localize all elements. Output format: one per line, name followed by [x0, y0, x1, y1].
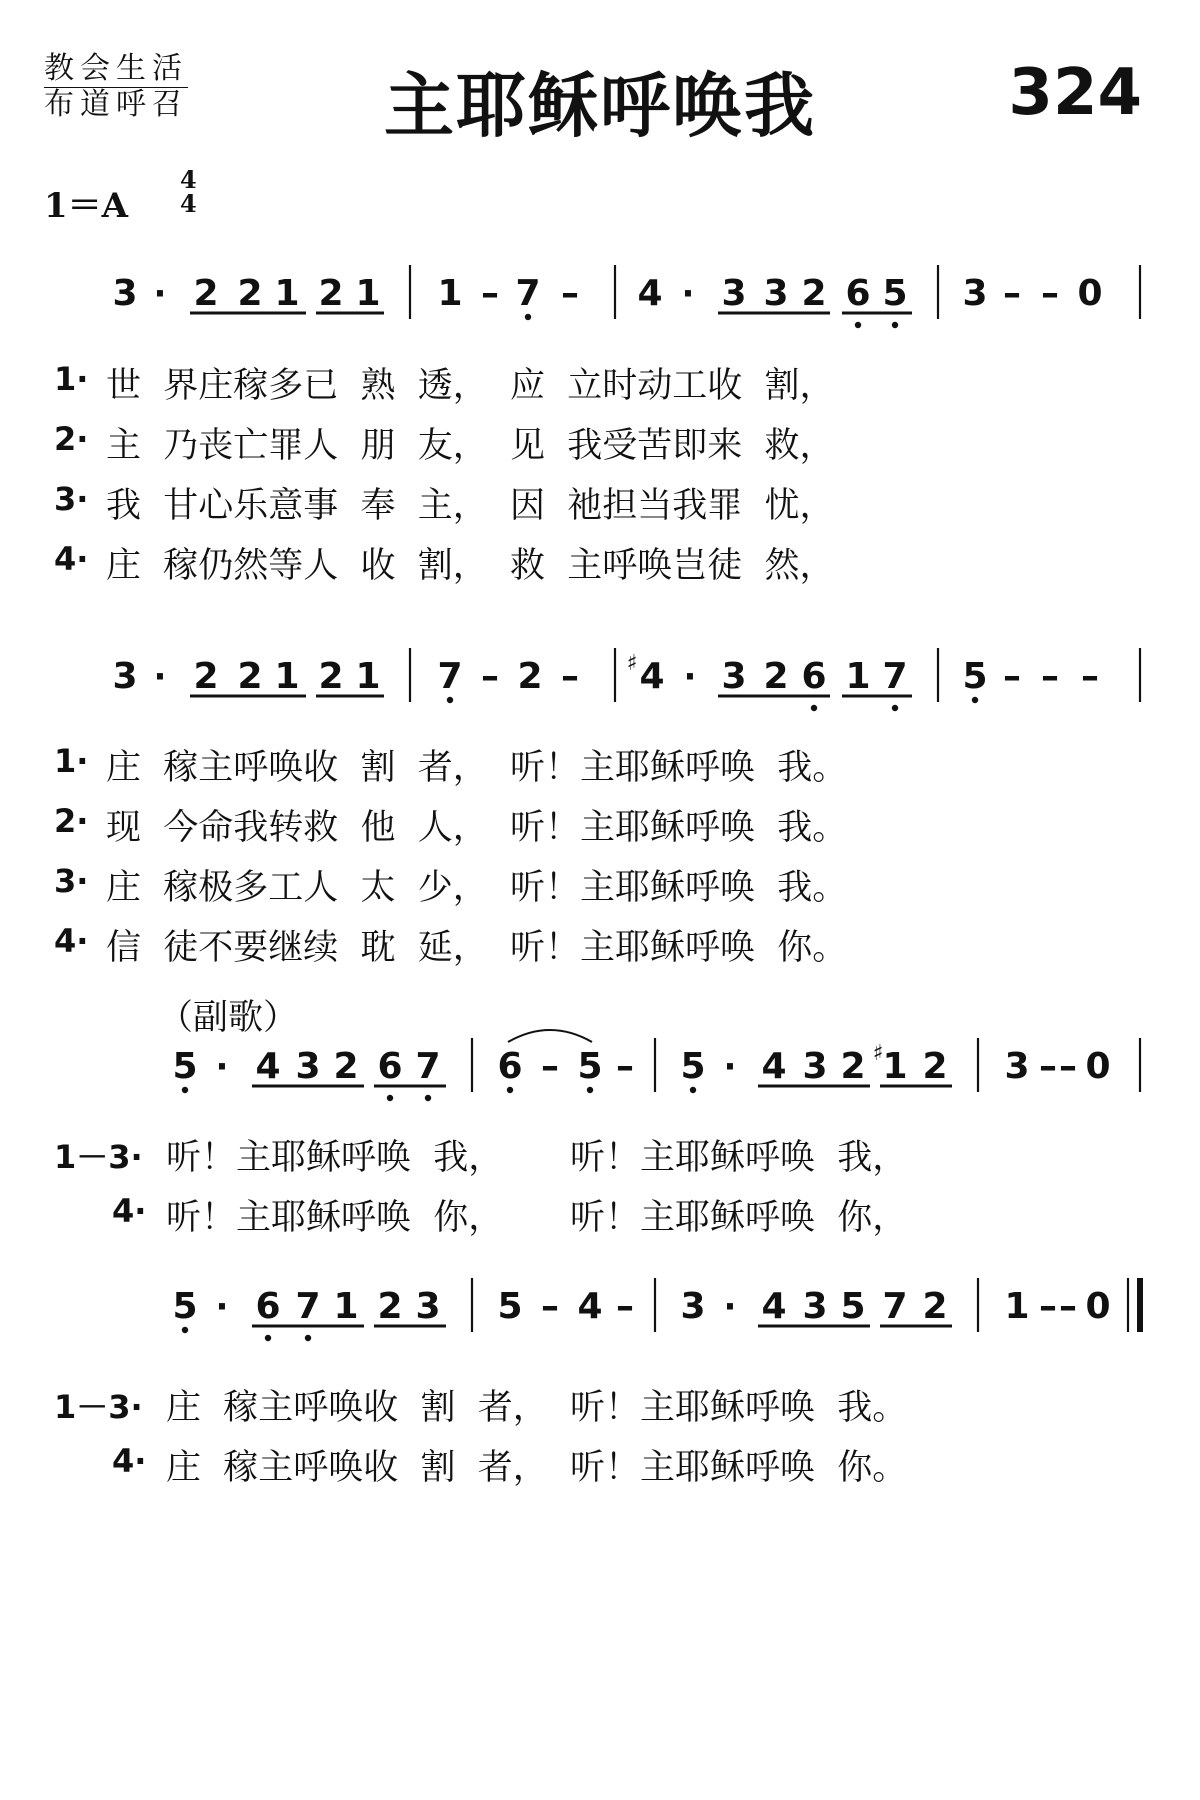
lyric-line: 庄 稼主呼唤收 割 者， 听！主耶稣呼唤 你。 — [166, 1448, 908, 1488]
low-octave-dot-1-19 — [972, 697, 978, 703]
note-0-10: – — [561, 273, 579, 314]
note-2-9: 5 — [577, 1046, 603, 1087]
note-1-5: 2 — [318, 656, 344, 697]
low-octave-dot-1-16 — [811, 705, 817, 711]
lyric-line: 听！主耶稣呼唤 我， 听！主耶稣呼唤 我， — [166, 1138, 908, 1178]
note-2-19: 3 — [1004, 1046, 1030, 1087]
note-2-6: 7 — [415, 1046, 441, 1087]
low-octave-dot-2-6 — [425, 1095, 431, 1101]
lyric-line: 我 甘心乐意事 奉 主， 因 祂担当我罪 忧， — [106, 486, 835, 526]
verse-number: 1－3· — [54, 1388, 143, 1426]
note-3-13: 4 — [761, 1286, 787, 1327]
low-octave-dot-3-2 — [265, 1335, 271, 1341]
note-3-9: 4 — [577, 1286, 603, 1327]
note-1-11: ♯ — [626, 651, 638, 676]
note-0-16: 6 — [845, 273, 871, 314]
note-3-3: 7 — [295, 1286, 321, 1327]
note-0-17: 5 — [882, 273, 908, 314]
verse-number: 3· — [54, 862, 89, 900]
note-0-11: 4 — [637, 273, 663, 314]
note-2-4: 2 — [333, 1046, 359, 1087]
note-2-10: – — [616, 1046, 634, 1087]
note-3-10: – — [616, 1286, 634, 1327]
note-0-6: 1 — [355, 273, 381, 314]
note-2-8: – — [541, 1046, 559, 1087]
category-line-1: 教会生活 — [44, 51, 188, 86]
note-1-18: 7 — [882, 656, 908, 697]
verse-number: 2· — [54, 420, 89, 458]
low-octave-dot-2-5 — [387, 1095, 393, 1101]
note-0-8: – — [481, 273, 499, 314]
note-1-21: – — [1041, 656, 1059, 697]
note-3-19: – — [1039, 1286, 1057, 1327]
note-2-15: 2 — [840, 1046, 866, 1087]
low-octave-dot-1-7 — [447, 697, 453, 703]
note-3-15: 5 — [840, 1286, 866, 1327]
lyric-line: 庄 稼仍然等人 收 割， 救 主呼唤岂徒 然， — [106, 546, 835, 586]
verse-number: 4· — [112, 1442, 147, 1480]
verse-number: 4· — [54, 922, 89, 960]
note-3-0: 5 — [172, 1286, 198, 1327]
note-1-14: 3 — [721, 656, 747, 697]
note-1-16: 6 — [801, 656, 827, 697]
note-3-8: – — [541, 1286, 559, 1327]
low-octave-dot-0-17 — [892, 322, 898, 328]
hymn-number: 324 — [1008, 56, 1142, 130]
note-1-15: 2 — [763, 656, 789, 697]
key-signature: 1＝A — [44, 186, 129, 226]
lyric-line: 庄 稼主呼唤收 割 者， 听！主耶稣呼唤 我。 — [166, 1388, 908, 1428]
note-1-8: – — [481, 656, 499, 697]
note-0-1: · — [153, 274, 167, 314]
note-0-2: 2 — [193, 273, 219, 314]
note-1-12: 4 — [639, 656, 665, 697]
note-0-18: 3 — [962, 273, 988, 314]
note-0-15: 2 — [801, 273, 827, 314]
note-3-16: 7 — [882, 1286, 908, 1327]
note-1-0: 3 — [112, 656, 138, 697]
note-3-18: 1 — [1004, 1286, 1030, 1327]
note-0-12: · — [681, 274, 695, 314]
note-2-16: ♯ — [872, 1041, 884, 1066]
note-1-19: 5 — [962, 656, 988, 697]
lyric-line: 世 界庄稼多已 熟 透， 应 立时动工收 割， — [106, 366, 835, 406]
note-1-3: 2 — [237, 656, 263, 697]
low-octave-dot-0-16 — [855, 322, 861, 328]
note-2-21: – — [1059, 1046, 1077, 1087]
note-1-10: – — [561, 656, 579, 697]
note-0-13: 3 — [721, 273, 747, 314]
time-signature-top: 4 — [180, 165, 197, 194]
note-0-0: 3 — [112, 273, 138, 314]
note-1-1: · — [153, 657, 167, 697]
note-2-7: 6 — [497, 1046, 523, 1087]
note-3-4: 1 — [333, 1286, 359, 1327]
note-1-17: 1 — [845, 656, 871, 697]
note-2-0: 5 — [172, 1046, 198, 1087]
note-3-7: 5 — [497, 1286, 523, 1327]
note-1-13: · — [683, 657, 697, 697]
note-1-4: 1 — [274, 656, 300, 697]
low-octave-dot-2-9 — [587, 1087, 593, 1093]
note-2-11: 5 — [680, 1046, 706, 1087]
note-3-11: 3 — [680, 1286, 706, 1327]
lyric-line: 庄 稼主呼唤收 割 者， 听！主耶稣呼唤 我。 — [106, 748, 848, 788]
low-octave-dot-3-0 — [182, 1327, 188, 1333]
low-octave-dot-3-3 — [305, 1335, 311, 1341]
note-2-14: 3 — [802, 1046, 828, 1087]
note-0-7: 1 — [437, 273, 463, 314]
verse-number: 2· — [54, 802, 89, 840]
lyric-line: 现 今命我转救 他 人， 听！主耶稣呼唤 我。 — [106, 808, 848, 848]
lyric-line: 主 乃丧亡罪人 朋 友， 见 我受苦即来 救， — [106, 426, 835, 466]
low-octave-dot-2-7 — [507, 1087, 513, 1093]
note-0-5: 2 — [318, 273, 344, 314]
verse-number: 4· — [112, 1192, 147, 1230]
low-octave-dot-2-11 — [690, 1087, 696, 1093]
tie-arc — [508, 1030, 592, 1042]
note-0-21: 0 — [1077, 273, 1103, 314]
note-2-13: 4 — [761, 1046, 787, 1087]
note-1-2: 2 — [193, 656, 219, 697]
low-octave-dot-0-9 — [525, 314, 531, 320]
lyric-line: 听！主耶稣呼唤 你， 听！主耶稣呼唤 你， — [166, 1198, 908, 1238]
note-2-5: 6 — [377, 1046, 403, 1087]
note-3-14: 3 — [802, 1286, 828, 1327]
note-0-19: – — [1003, 273, 1021, 314]
low-octave-dot-2-0 — [182, 1087, 188, 1093]
note-3-20: – — [1059, 1286, 1077, 1327]
note-0-4: 1 — [274, 273, 300, 314]
note-2-20: – — [1039, 1046, 1057, 1087]
note-2-3: 3 — [295, 1046, 321, 1087]
verse-number: 1· — [54, 742, 89, 780]
time-signature-bottom: 4 — [180, 189, 197, 218]
note-3-12: · — [723, 1287, 737, 1327]
lyric-line: 信 徒不要继续 耽 延， 听！主耶稣呼唤 你。 — [106, 928, 848, 968]
note-0-14: 3 — [763, 273, 789, 314]
note-2-18: 2 — [922, 1046, 948, 1087]
note-3-6: 3 — [415, 1286, 441, 1327]
refrain-label: （副歌） — [158, 998, 299, 1038]
note-1-9: 2 — [517, 656, 543, 697]
note-2-2: 4 — [255, 1046, 281, 1087]
verse-number: 1－3· — [54, 1138, 143, 1176]
note-1-22: – — [1081, 656, 1099, 697]
note-3-2: 6 — [255, 1286, 281, 1327]
category-line-2: 布道呼召 — [44, 87, 188, 122]
note-1-7: 7 — [437, 656, 463, 697]
note-0-3: 2 — [237, 273, 263, 314]
verse-number: 3· — [54, 480, 89, 518]
note-3-21: 0 — [1085, 1286, 1111, 1327]
note-0-20: – — [1041, 273, 1059, 314]
note-1-6: 1 — [355, 656, 381, 697]
lyric-line: 庄 稼极多工人 太 少， 听！主耶稣呼唤 我。 — [106, 868, 848, 908]
hymn-title: 主耶稣呼唤我 — [384, 65, 816, 147]
note-3-1: · — [215, 1287, 229, 1327]
note-2-17: 1 — [882, 1046, 908, 1087]
note-2-12: · — [723, 1047, 737, 1087]
note-3-17: 2 — [922, 1286, 948, 1327]
note-0-9: 7 — [515, 273, 541, 314]
verse-number: 1· — [54, 360, 89, 398]
low-octave-dot-1-18 — [892, 705, 898, 711]
note-3-5: 2 — [377, 1286, 403, 1327]
note-1-20: – — [1003, 656, 1021, 697]
note-2-22: 0 — [1085, 1046, 1111, 1087]
verse-number: 4· — [54, 540, 89, 578]
note-2-1: · — [215, 1047, 229, 1087]
